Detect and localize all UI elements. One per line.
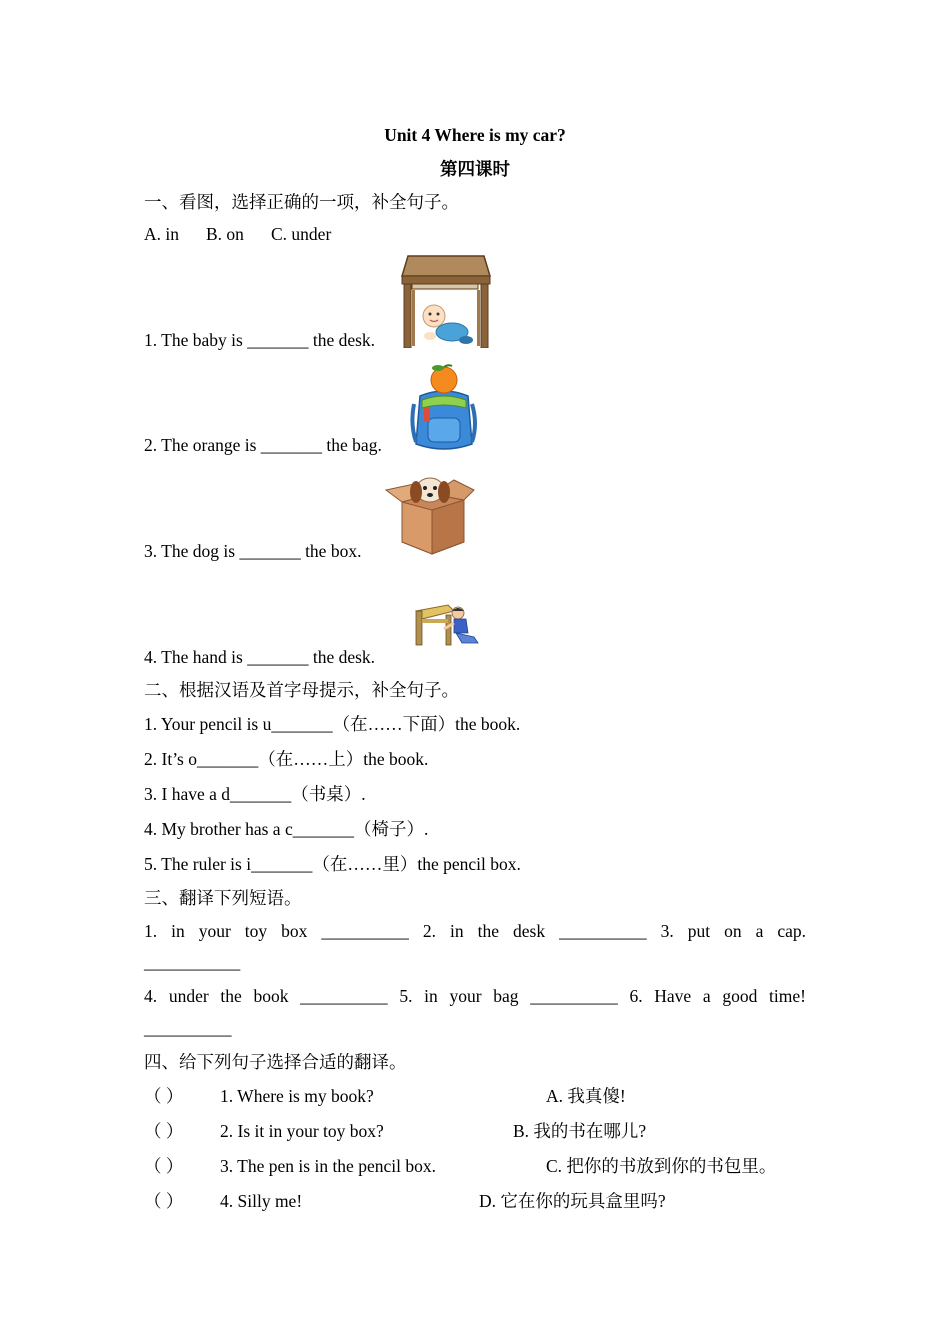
answer-bracket-2: （ ） — [144, 1121, 184, 1141]
section4-heading: 四、给下列句子选择合适的翻译。 — [144, 1052, 407, 1072]
match-answer-a: A. 我真傻! — [546, 1086, 626, 1106]
lesson-subtitle: 第四课时 — [440, 159, 510, 179]
match-answer-d: D. 它在你的玩具盒里吗? — [479, 1191, 666, 1211]
phrase-line-2-blank: __________ — [144, 1018, 232, 1038]
match-question-1: 1. Where is my book? — [220, 1086, 374, 1106]
match-answer-c: C. 把你的书放到你的书包里。 — [546, 1156, 777, 1176]
answer-bracket-4: （ ） — [144, 1191, 184, 1211]
option-b: B. on — [206, 224, 244, 244]
answer-bracket-1: （ ） — [144, 1086, 184, 1106]
match-answer-b: B. 我的书在哪儿? — [513, 1121, 647, 1141]
orange-on-bag-image — [408, 364, 480, 454]
fill-sentence-4: 4. My brother has a c_______（椅子）. — [144, 819, 429, 839]
baby-under-desk-image — [400, 254, 492, 348]
match-question-2: 2. Is it in your toy box? — [220, 1121, 384, 1141]
match-question-3: 3. The pen is in the pencil box. — [220, 1156, 436, 1176]
section2-heading: 二、根据汉语及首字母提示，补全句子。 — [144, 680, 459, 700]
hand-under-desk-image — [414, 603, 482, 647]
picture-question-3: 3. The dog is _______ the box. — [144, 541, 362, 561]
option-c: C. under — [271, 224, 332, 244]
picture-question-1: 1. The baby is _______ the desk. — [144, 330, 376, 350]
fill-sentence-1: 1. Your pencil is u_______（在……下面）the book. — [144, 714, 521, 734]
phrase-line-2: 4. under the book __________ 5. in your bag __________ 6. Have a good time! — [144, 986, 806, 1006]
picture-question-2: 2. The orange is _______ the bag. — [144, 435, 382, 455]
page-title: Unit 4 Where is my car? — [384, 125, 566, 145]
fill-sentence-2: 2. It’s o_______（在……上）the book. — [144, 749, 429, 769]
section1-heading: 一、看图，选择正确的一项，补全句子。 — [144, 192, 459, 212]
fill-sentence-3: 3. I have a d_______（书桌）. — [144, 784, 366, 804]
dog-in-box-image — [384, 470, 476, 556]
match-question-4: 4. Silly me! — [220, 1191, 303, 1211]
fill-sentence-5: 5. The ruler is i_______（在……里）the pencil box. — [144, 854, 521, 874]
phrase-line-1-blank: ___________ — [144, 952, 241, 972]
answer-bracket-3: （ ） — [144, 1156, 184, 1176]
section3-heading: 三、翻译下列短语。 — [144, 888, 302, 908]
option-a: A. in — [144, 224, 179, 244]
picture-question-4: 4. The hand is _______ the desk. — [144, 647, 376, 667]
phrase-line-1: 1. in your toy box __________ 2. in the desk __________ 3. put on a cap. — [144, 921, 806, 941]
